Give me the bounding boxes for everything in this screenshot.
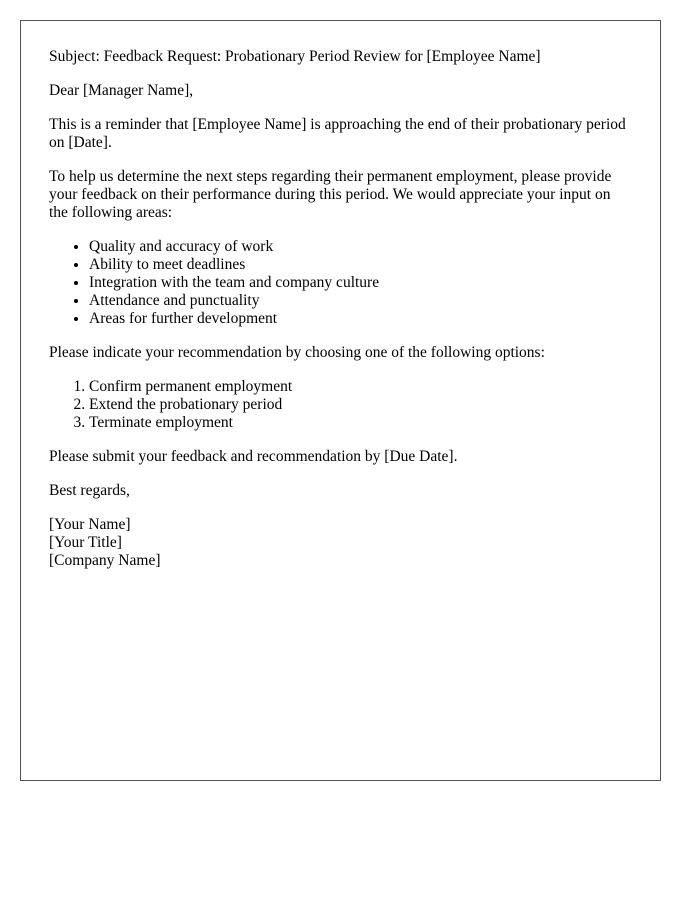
list-item: • Areas for further development	[89, 310, 632, 328]
signature-title: [Your Title]	[49, 534, 122, 551]
list-item: • Ability to meet deadlines	[89, 256, 632, 274]
signature-name: [Your Name]	[49, 516, 131, 533]
closing: Best regards,	[49, 482, 130, 499]
list-item: • Quality and accuracy of work	[89, 238, 632, 256]
feedback-areas-list	[49, 238, 632, 328]
signature-company: [Company Name]	[49, 552, 161, 569]
signature-block	[49, 516, 632, 570]
paragraph-recommendation: Please indicate your recommendation by choosing one of the following options:	[49, 344, 545, 361]
salutation: Dear [Manager Name],	[49, 82, 194, 99]
list-item: 1. Confirm permanent employment	[89, 378, 632, 396]
subject-line: Subject: Feedback Request: Probationary Period Review for [Employee Name]	[49, 48, 541, 65]
paragraph-request: To help us determine the next steps regarding their permanent employment, please provide your feedback on their performance during this period. We would appreciate your input on the following areas:	[49, 168, 612, 221]
recommendation-options-list	[49, 378, 632, 432]
paragraph-reminder: This is a reminder that [Employee Name] is approaching the end of their probationary period on [Date].	[49, 116, 626, 151]
list-item: 2. Extend the probationary period	[89, 396, 632, 414]
list-item: 3. Terminate employment	[89, 414, 632, 432]
list-item: • Integration with the team and company culture	[89, 274, 632, 292]
list-item: • Attendance and punctuality	[89, 292, 632, 310]
letter-container	[20, 20, 661, 781]
paragraph-deadline: Please submit your feedback and recommendation by [Due Date].	[49, 448, 458, 465]
